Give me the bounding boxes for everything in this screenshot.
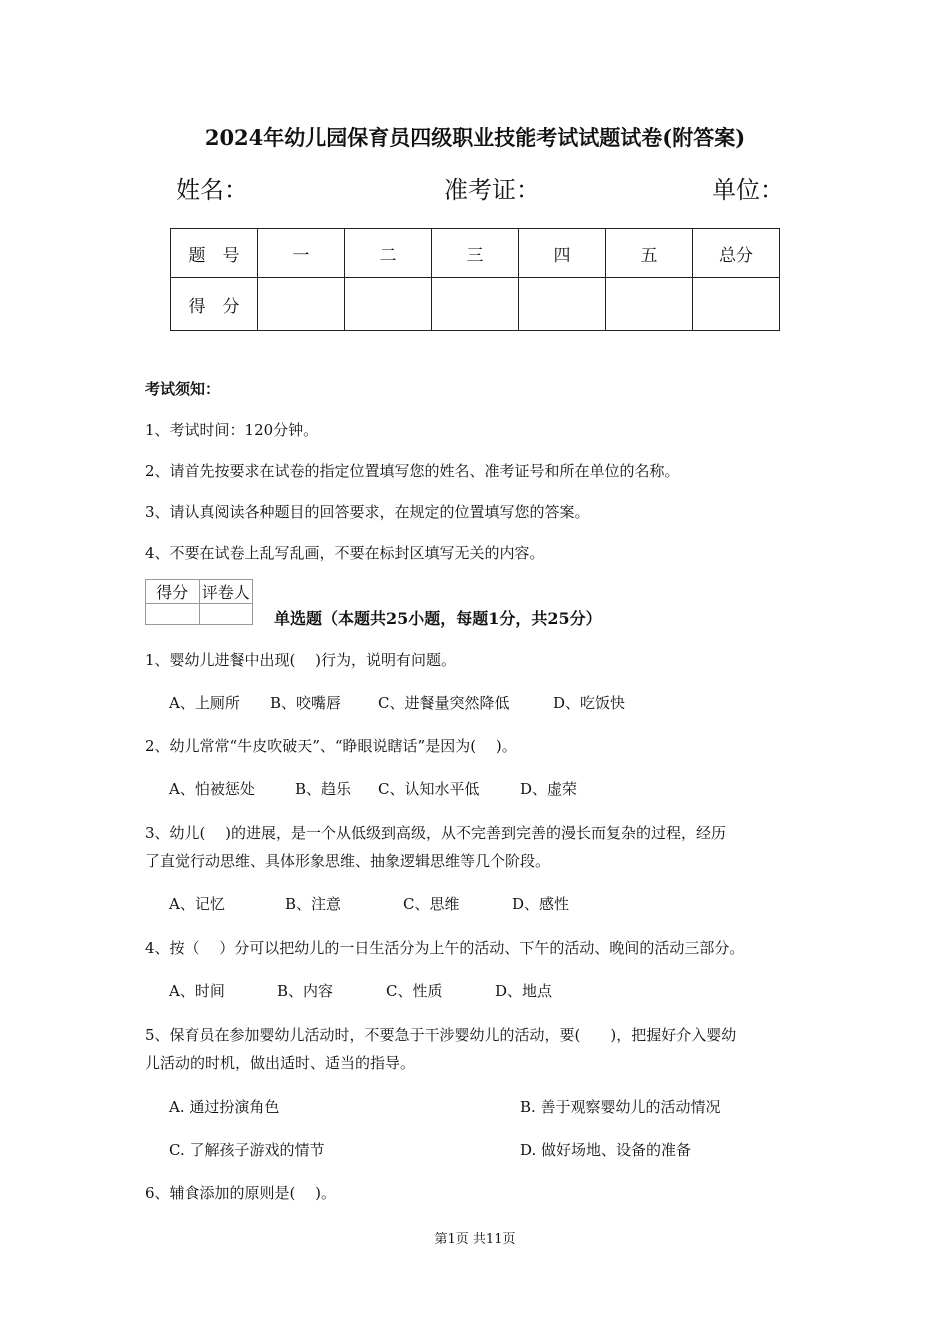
question-4-option-d: D、地点 [495, 982, 553, 1000]
question-3-stem-line-2: 了直觉行动思维、具体形象思维、抽象逻辑思维等几个阶段。 [145, 852, 551, 870]
question-3-option-d: D、感性 [512, 895, 570, 913]
question-2-option-a: A、怕被惩处 [169, 780, 255, 798]
score-cell-total[interactable] [693, 278, 780, 331]
question-1-option-d: D、吃饭快 [553, 694, 626, 712]
question-5-option-a: A. 通过扮演角色 [169, 1098, 280, 1116]
score-table-row-label: 得 分 [171, 278, 258, 331]
question-1-stem: 1、婴幼儿进餐中出现( )行为，说明有问题。 [145, 651, 457, 669]
question-3-option-a: A、记忆 [169, 895, 225, 913]
grader-box-header-row [146, 580, 253, 604]
question-2-option-c: C、认知水平低 [378, 780, 480, 798]
question-5-stem-line-1: 5、保育员在参加婴幼儿活动时，不要急于干涉婴幼儿的活动，要( )，把握好介入婴幼 [145, 1026, 737, 1044]
score-table-header-label: 题 号 [171, 229, 258, 278]
grader-box-grader-label: 评卷人 [199, 580, 253, 604]
score-table-header-5: 五 [606, 229, 693, 278]
question-1-option-c: C、进餐量突然降低 [378, 694, 510, 712]
question-3-option-c: C、思维 [403, 895, 460, 913]
score-table-header-2: 二 [345, 229, 432, 278]
score-table-header-row [171, 229, 780, 278]
grader-box-score-cell[interactable] [146, 604, 200, 625]
exam-id-field-label: 准考证： [444, 176, 540, 204]
notice-heading: 考试须知： [145, 380, 221, 398]
score-table-header-1: 一 [258, 229, 345, 278]
question-5-stem-line-2: 儿活动的时机，做出适时、适当的指导。 [145, 1054, 416, 1072]
score-table-score-row [171, 278, 780, 331]
grader-box [145, 579, 253, 625]
question-6-stem: 6、辅食添加的原则是( )。 [145, 1184, 337, 1202]
question-4-option-b: B、内容 [277, 982, 334, 1000]
question-2-option-b: B、趋乐 [295, 780, 352, 798]
question-3-option-b: B、注意 [285, 895, 342, 913]
question-5-option-b: B. 善于观察婴幼儿的活动情况 [520, 1098, 721, 1116]
notice-item-1: 1、考试时间：120分钟。 [145, 421, 319, 439]
name-field-label: 姓名： [176, 176, 248, 204]
grader-box-fill-row [146, 604, 253, 625]
question-4-option-a: A、时间 [169, 982, 225, 1000]
notice-item-3: 3、请认真阅读各种题目的回答要求，在规定的位置填写您的答案。 [145, 503, 590, 521]
score-table [170, 228, 780, 331]
grader-box-grader-cell[interactable] [199, 604, 253, 625]
score-table-header-3: 三 [432, 229, 519, 278]
question-4-stem: 4、按（ ）分可以把幼儿的一日生活分为上午的活动、下午的活动、晚间的活动三部分。 [145, 939, 745, 957]
question-2-stem: 2、幼儿常常“牛皮吹破天”、“睁眼说瞎话”是因为( )。 [145, 737, 517, 755]
notice-item-2: 2、请首先按要求在试卷的指定位置填写您的姓名、准考证号和所在单位的名称。 [145, 462, 680, 480]
section-title: 单选题（本题共25小题，每题1分，共25分） [274, 609, 602, 628]
question-1-option-b: B、咬嘴唇 [270, 694, 342, 712]
score-cell-4[interactable] [519, 278, 606, 331]
question-5-option-d: D. 做好场地、设备的准备 [520, 1141, 692, 1159]
score-cell-3[interactable] [432, 278, 519, 331]
question-4-option-c: C、性质 [386, 982, 443, 1000]
page-title: 2024年幼儿园保育员四级职业技能考试试题试卷(附答案) [204, 125, 746, 150]
question-2-option-d: D、虚荣 [520, 780, 578, 798]
page-footer: 第1页 共11页 [434, 1232, 516, 1247]
score-cell-2[interactable] [345, 278, 432, 331]
score-cell-1[interactable] [258, 278, 345, 331]
question-3-stem-line-1: 3、幼儿( )的进展，是一个从低级到高级，从不完善到完善的漫长而复杂的过程，经历 [145, 824, 727, 842]
score-cell-5[interactable] [606, 278, 693, 331]
score-table-header-4: 四 [519, 229, 606, 278]
grader-box-score-label: 得分 [146, 580, 200, 604]
question-5-option-c: C. 了解孩子游戏的情节 [169, 1141, 325, 1159]
question-1-option-a: A、上厕所 [169, 694, 240, 712]
unit-field-label: 单位： [712, 176, 784, 204]
score-table-header-total: 总分 [693, 229, 780, 278]
notice-item-4: 4、不要在试卷上乱写乱画，不要在标封区填写无关的内容。 [145, 544, 545, 562]
